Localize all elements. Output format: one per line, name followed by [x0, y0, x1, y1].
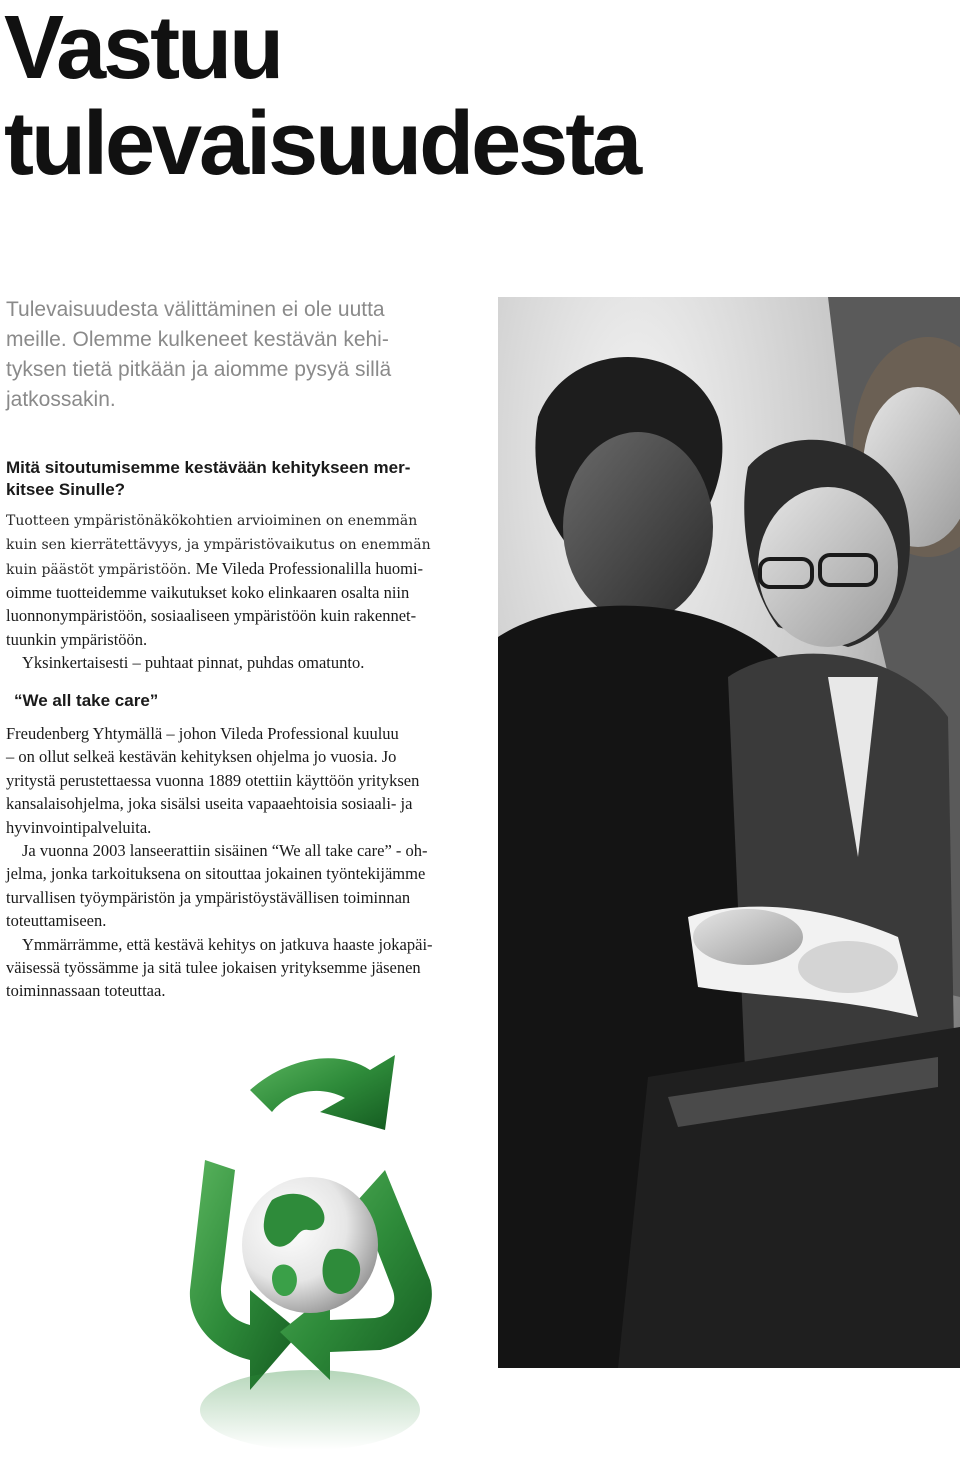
commitment-line: toiminnassaan toteuttaa.: [6, 981, 166, 1001]
commitment-line: Ymmärrämme, että kestävä kehitys on jatkuva haaste jokapäi-: [22, 934, 433, 954]
page-title-line-1: Vastuu: [4, 0, 282, 98]
freudenberg-paragraph: [6, 722, 486, 839]
slogan-line: Yksinkertaisesti – puhtaat pinnat, puhdas omatunto.: [22, 653, 365, 673]
assessment-paragraph: [6, 509, 431, 582]
team-photo-illustration: [498, 297, 960, 1368]
lead-line: tyksen tietä pitkään ja aiomme pysyä sillä: [6, 358, 392, 381]
program-line: jelma, jonka tarkoituksena on sitouttaa jokainen työntekijämme: [6, 864, 426, 884]
program-line: toteuttamiseen.: [6, 911, 107, 931]
assessment-line: kuin sen kierrätettävyys, ja ympäristövaikutus on enemmän: [6, 537, 431, 553]
freudenberg-line: hyvinvointipalveluita.: [6, 817, 152, 837]
question-line: Mitä sitoutumisemme kestävään kehitykseen mer-: [6, 458, 411, 477]
assessment-line: Tuotteen ympäristönäkökohtien arvioiminen on enemmän: [6, 513, 418, 529]
freudenberg-line: – on ollut selkeä kestävän kehityksen ohjelma jo vuosia. Jo: [6, 747, 397, 767]
program-line: Ja vuonna 2003 lanseerattiin sisäinen “We all take care” - oh-: [22, 841, 428, 861]
we-all-take-care-heading: “We all take care”: [14, 691, 159, 710]
freudenberg-line: kansalaisohjelma, joka sisälsi useita vapaaehtoisia sosiaali- ja: [6, 794, 413, 814]
assessment-line: [6, 557, 431, 582]
assessment-line-continuation: Me Vileda Professionalilla huomi-: [195, 559, 424, 578]
lifecycle-paragraph: [6, 581, 486, 675]
lead-line: Tulevaisuudesta välittäminen ei ole uutta: [6, 298, 385, 321]
lifecycle-line: luonnonympäristöön, sosiaaliseen ympäristöön kuin rakennet-: [6, 606, 417, 626]
assessment-line-start: kuin päästöt ympäristöön.: [6, 562, 192, 578]
question-line: kitsee Sinulle?: [6, 480, 126, 499]
page-title-line-2: tulevaisuudesta: [4, 94, 640, 194]
commitment-paragraph: [6, 933, 486, 1003]
program-paragraph: [6, 839, 486, 933]
freudenberg-section: [6, 722, 486, 1003]
recycle-globe-image: [180, 1050, 440, 1476]
commitment-line: väisessä työssämme ja sitä tulee jokaisen yrityksemme jäsenen: [6, 958, 421, 978]
program-line: turvallisen työympäristön ja ympäristöystävällisen toiminnan: [6, 887, 411, 907]
lead-paragraph: [6, 295, 446, 415]
lifecycle-line: oimme tuotteidemme vaikutukset koko elinkaaren osalta niin: [6, 583, 410, 602]
team-photo: [498, 297, 960, 1368]
lead-line: meille. Olemme kulkeneet kestävän kehi-: [6, 328, 389, 351]
page-title: [4, 0, 639, 192]
question-heading: [6, 457, 466, 501]
freudenberg-line: Freudenberg Yhtymällä – johon Vileda Professional kuuluu: [6, 724, 399, 743]
freudenberg-line: yritystä perustettaessa vuonna 1889 otettiin käyttöön yrityksen: [6, 770, 420, 790]
lead-line: jatkossakin.: [6, 388, 116, 411]
recycle-icon: [180, 1050, 440, 1476]
lifecycle-line: tuunkin ympäristöön.: [6, 629, 148, 649]
